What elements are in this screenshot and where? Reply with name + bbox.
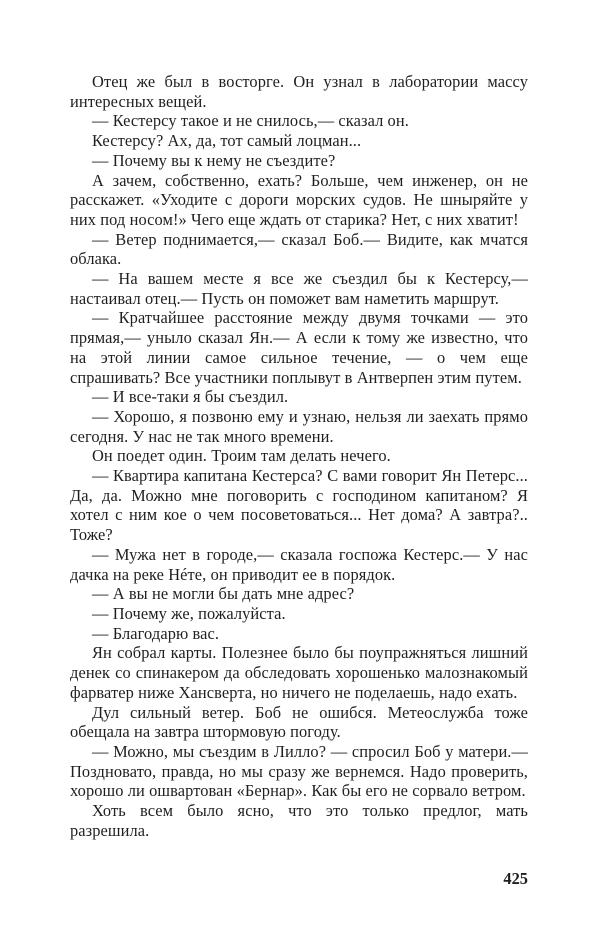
paragraph-13: — Мужа нет в городе,— сказала госпожа Кестерс.— У нас дачка на реке Нéте, он приводит ее в порядок. xyxy=(70,544,528,584)
paragraph-18: Дул сильный ветер. Боб не ошибся. Метеослужба тоже обещала на завтра штормовую погоду. xyxy=(70,702,528,742)
paragraph-2: — Кестерсу такое и не снилось,— сказал он. xyxy=(92,111,409,131)
paragraph-15: — Почему же, пожалуйста. xyxy=(92,603,286,623)
paragraph-4: — Почему вы к нему не съездите? xyxy=(92,150,336,170)
paragraph-9: — И все-таки я бы съездил. xyxy=(92,387,289,407)
page-number: 425 xyxy=(503,869,528,888)
paragraph-10: — Хорошо, я позвоню ему и узнаю, нельзя ли заехать прямо сегодня. У нас не так много времени. xyxy=(70,406,528,446)
paragraph-16: — Благодарю вас. xyxy=(92,623,220,643)
paragraph-6: — Ветер поднимается,— сказал Боб.— Видите, как мчатся облака. xyxy=(70,229,528,269)
paragraph-7: — На вашем месте я все же съездил бы к Кестерсу,— настаивал отец.— Пусть он поможет вам наметить маршрут. xyxy=(70,269,528,308)
paragraph-8: — Кратчайшее расстояние между двумя точками — это прямая,— уныло сказал Ян.— А если к тому же известно, что на этой линии самое сильное течение, — о чем еще спрашивать? Все участники поплывут в Антверпен этим путем. xyxy=(70,308,528,387)
paragraph-11: Он поедет один. Троим там делать нечего. xyxy=(92,446,391,466)
paragraph-3: Кестерсу? Ах, да, тот самый лоцман... xyxy=(92,131,362,151)
paragraph-20: Хоть всем было ясно, что это только предлог, мать разрешила. xyxy=(70,801,528,840)
paragraph-19: — Можно, мы съездим в Лилло? — спросил Боб у матери.— Поздновато, правда, но мы сразу же вернемся. Надо проверить, хорошо ли ошвартован «Бернар». Как бы его не сорвало ветром. xyxy=(70,741,528,801)
paragraph-1: Отец же был в восторге. Он узнал в лаборатории массу интересных вещей. xyxy=(70,72,528,111)
paragraph-17: Ян собрал карты. Полезнее было бы поупражняться лишний денек со спинакером да обследовать хорошенько малознакомый фарватер ниже Хансверта, но ничего не поделаешь, надо ехать. xyxy=(70,643,528,702)
paragraph-14: — А вы не могли бы дать мне адрес? xyxy=(92,584,355,604)
paragraph-12: — Квартира капитана Кестерса? С вами говорит Ян Петерс... Да, да. Можно мне поговорить с господином капитаном? Я хотел с ним кое о чем посоветоваться... Нет дома? А завтра?.. Тоже? xyxy=(70,466,528,545)
page-text xyxy=(70,72,528,840)
paragraph-5: А зачем, собственно, ехать? Больше, чем инженер, он не расскажет. «Уходите с дороги морских судов. Не шныряйте у них под носом!» Чего еще ждать от старика? Нет, с них хватит! xyxy=(70,170,528,229)
